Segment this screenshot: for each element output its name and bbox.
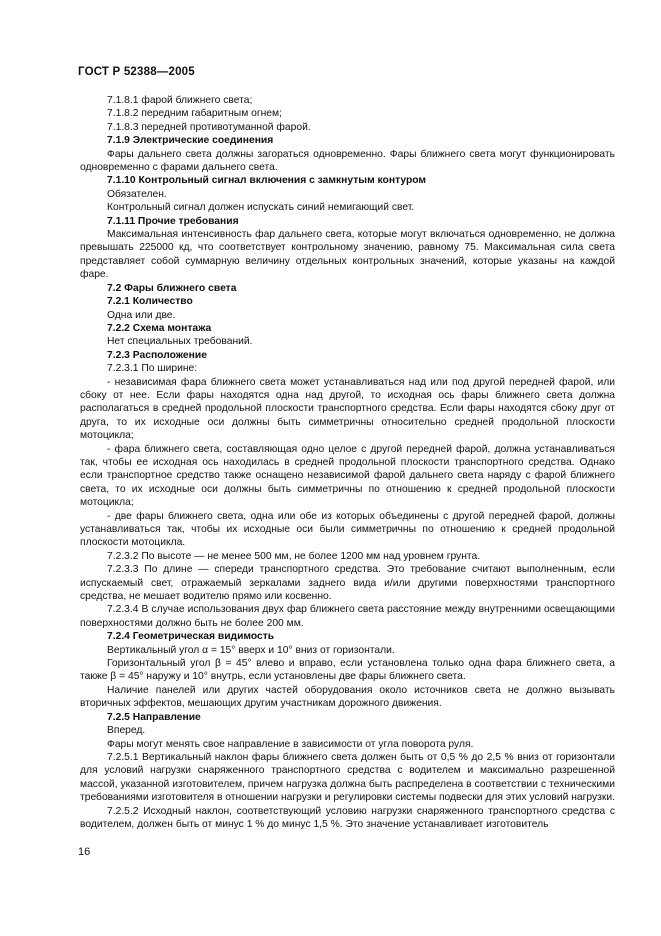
- paragraph: 7.2.3.3 По длине — спереди транспортного средства. Это требование считают выполненным, если испускаемый свет, отражаемый зеркалами заднего вида и/или другими поверхностями транспортного средства, не мешает водителю прямо или косвенно.: [80, 564, 615, 603]
- paragraph: Вертикальный угол α = 15° вверх и 10° вниз от горизонтали.: [107, 644, 395, 656]
- paragraph: Обязателен.: [107, 188, 167, 200]
- paragraph: 7.1.8.1 фарой ближнего света;: [107, 95, 253, 106]
- paragraph: 7.2.5.2 Исходный наклон, соответствующий условию нагрузки снаряженного транспортного средства с водителем, должен быть от минус 1 % до минус 1,5 %. Это значение устанавливает изготовитель: [80, 805, 615, 830]
- document-header: ГОСТ Р 52388—2005: [78, 66, 195, 78]
- paragraph: - фара ближнего света, составляющая одно целое с другой передней фарой, должна устанавливаться так, чтобы ее исходная ось находилась в средней продольной плоскости транспортного средства. Однако если транспортное средство также оснащено независимой фарой дальнего света наряду с фарой ближнего света, то их исходные оси должны быть симметричны по отношению к средней продольной плоскости мотоцикла;: [80, 443, 615, 509]
- section-heading: 7.2.5 Направление: [107, 711, 201, 723]
- section-heading: 7.2.3 Расположение: [107, 349, 207, 361]
- paragraph: Фары дальнего света должны загораться одновременно. Фары ближнего света могут функционировать одновременно с фарами дальнего света.: [80, 148, 615, 174]
- section-heading: 7.1.11 Прочие требования: [107, 215, 239, 227]
- section-heading: 7.2.1 Количество: [107, 296, 193, 308]
- paragraph: Контрольный сигнал должен испускать синий немигающий свет.: [107, 202, 415, 214]
- paragraph: Одна или две.: [107, 309, 176, 321]
- paragraph: Фары могут менять свое направление в зависимости от угла поворота руля.: [107, 738, 474, 750]
- paragraph: Максимальная интенсивность фар дальнего света, которые могут включаться одновременно, не должна превышать 225000 кд, что соответствует контрольному значению, равному 75. Максимальная сила света представляет собой суммарную величину отдельных контрольных значений, которые указаны на каждой фаре.: [80, 229, 615, 281]
- paragraph: 7.2.3.1 По ширине:: [107, 363, 198, 375]
- paragraph: 7.1.8.3 передней противотуманной фарой.: [107, 121, 311, 133]
- section-heading: 7.1.9 Электрические соединения: [107, 135, 274, 147]
- paragraph: Горизонтальный угол β = 45° влево и вправо, если установлена только одна фара ближнего света, а также β = 45° наружу и 10° внутрь, если установлены две фары ближнего света.: [80, 658, 615, 683]
- document-body: [80, 94, 615, 831]
- section-heading: 7.2.2 Схема монтажа: [107, 322, 212, 334]
- section-heading: 7.2.4 Геометрическая видимость: [107, 631, 275, 643]
- section-heading: 7.1.10 Контрольный сигнал включения с замкнутым контуром: [107, 175, 427, 187]
- paragraph: 7.1.8.2 передним габаритным огнем;: [107, 108, 282, 120]
- paragraph: Вперед.: [107, 725, 146, 737]
- page-number: 16: [78, 846, 91, 858]
- paragraph: Наличие панелей или других частей оборудования около источников света не должно вызывать вторичных эффектов, мешающих другим участникам дорожного движения.: [80, 684, 615, 710]
- paragraph: - независимая фара ближнего света может устанавливаться над или под другой передней фарой, или сбоку от нее. Если фары находятся одна над другой, то исходная ось фары ближнего света должна располагаться в средней продольной плоскости транспортного средства. Если фары находятся сбоку друг от друга, то их исходные оси должны быть симметричны относительно средней продольной плоскости мотоцикла;: [80, 376, 615, 442]
- paragraph: 7.2.3.4 В случае использования двух фар ближнего света расстояние между внутренними освещающими поверхностями должно быть не более 200 мм.: [80, 604, 615, 629]
- paragraph: - две фары ближнего света, одна или обе из которых объединены с другой передней фарой, должны устанавливаться так, чтобы их исходные оси были симметричны по отношению к средней продольной плоскости мотоцикла.: [80, 510, 615, 549]
- paragraph: 7.2.5.1 Вертикальный наклон фары ближнего света должен быть от 0,5 % до 2,5 % вниз от горизонтали для условий нагрузки снаряженного транспортного средства с водителем и максимально разрешенной массой, указанной изготовителем, причем нагрузка должна быть распределена в соответствии с техническими требованиями изготовителя в отношении нагрузки и регулировки системы подвески для этих условий нагрузки.: [80, 751, 615, 804]
- section-heading: 7.2 Фары ближнего света: [107, 282, 237, 294]
- paragraph: 7.2.3.2 По высоте — не менее 500 мм, не более 1200 мм над уровнем грунта.: [107, 550, 481, 562]
- paragraph: Нет специальных требований.: [107, 336, 253, 348]
